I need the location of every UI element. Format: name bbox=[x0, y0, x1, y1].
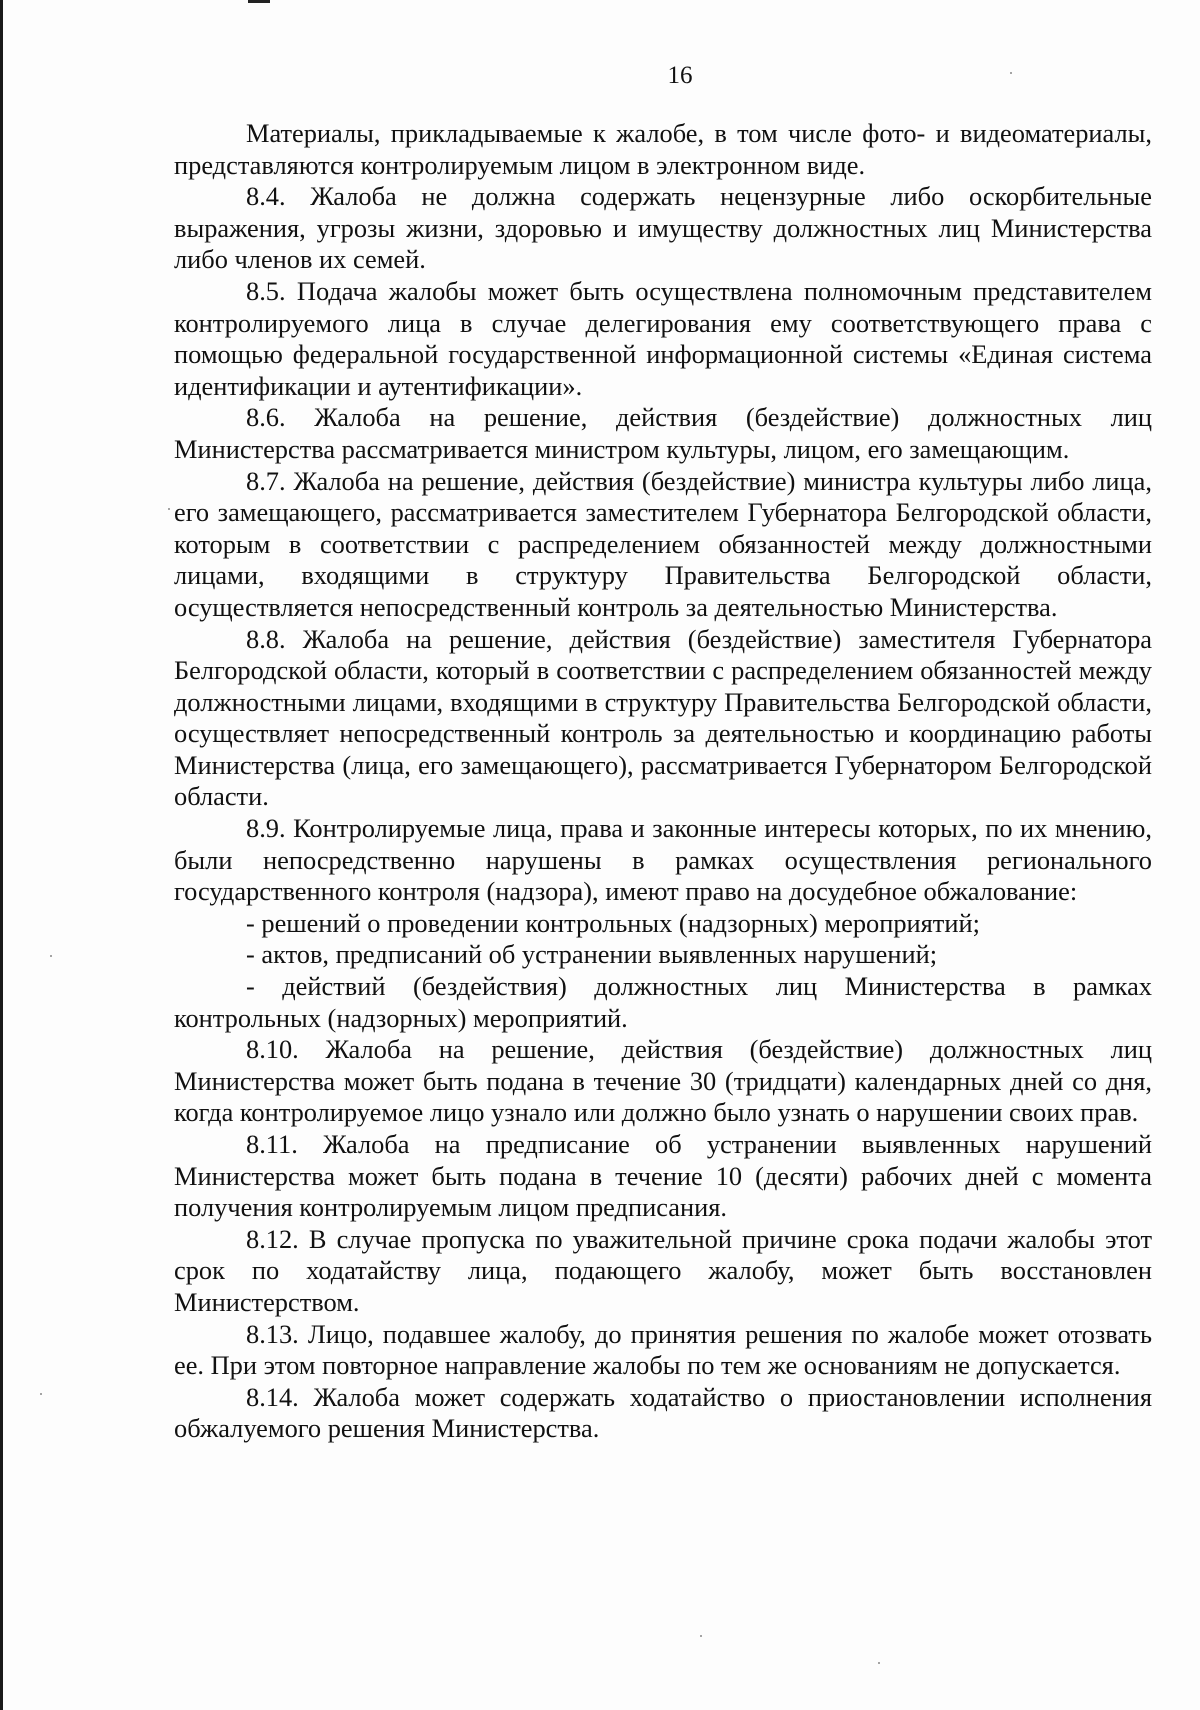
scan-speck bbox=[168, 508, 170, 510]
scan-speck bbox=[50, 955, 52, 957]
scan-speck bbox=[40, 1393, 42, 1395]
list-item-acts: - актов, предписаний об устранении выявленных нарушений; bbox=[246, 939, 938, 970]
scan-speck bbox=[1010, 72, 1012, 74]
paragraph-8-7: 8.7. Жалоба на решение, действия (бездействие) министра культуры либо лица, его замещающего, рассматривается заместителем Губернатора Белгородской области, которым в соответствии с распределением обязанностей между должностными лицами, входящими в структуру Правительства Белгородской области, осуществляется непосредственный контроль за деятельностью Министерства. bbox=[174, 465, 1152, 622]
scan-top-mark bbox=[248, 0, 270, 3]
paragraph-8-12: 8.12. В случае пропуска по уважительной причине срока подачи жалобы этот срок по ходатайству лица, подающего жалобу, может быть восстановлен Министерством. bbox=[174, 1223, 1152, 1317]
paragraph-8-9: 8.9. Контролируемые лица, права и законные интересы которых, по их мнению, были непосредственно нарушены в рамках осуществления регионального государственного контроля (надзора), имеют право на досудебное обжалование: bbox=[174, 813, 1152, 907]
paragraph-materials: Материалы, прикладываемые к жалобе, в том числе фото- и видеоматериалы, представляются контролируемым лицом в электронном виде. bbox=[174, 118, 1152, 180]
paragraph-8-6: 8.6. Жалоба на решение, действия (бездействие) должностных лиц Министерства рассматривается министром культуры, лицом, его замещающим. bbox=[174, 402, 1152, 464]
paragraph-8-8: 8.8. Жалоба на решение, действия (бездействие) заместителя Губернатора Белгородской области, который в соответствии с распределением обязанностей между должностными лицами, входящими в структуру Правительства Белгородской области, осуществляет непосредственный контроль за деятельностью и координацию работы Министерства (лица, его замещающего), рассматривается Губернатором Белгородской области. bbox=[174, 623, 1152, 812]
list-item-actions: - действий (бездействия) должностных лиц Министерства в рамках контрольных (надзорных) мероприятий. bbox=[174, 971, 1152, 1033]
paragraph-8-4: 8.4. Жалоба не должна содержать нецензурные либо оскорбительные выражения, угрозы жизни, здоровью и имуществу должностных лиц Министерства либо членов их семей. bbox=[174, 181, 1152, 275]
paragraph-8-13: 8.13. Лицо, подавшее жалобу, до принятия решения по жалобе может отозвать ее. При этом повторное направление жалобы по тем же основаниям не допускается. bbox=[174, 1318, 1152, 1381]
page-number: 16 bbox=[667, 62, 693, 89]
paragraph-8-14: 8.14. Жалоба может содержать ходатайство о приостановлении исполнения обжалуемого решения Министерства. bbox=[174, 1381, 1152, 1444]
paragraph-8-11: 8.11. Жалоба на предписание об устранении выявленных нарушений Министерства может быть подана в течение 10 (десяти) рабочих дней с момента получения контролируемым лицом предписания. bbox=[174, 1129, 1152, 1223]
paragraph-8-10: 8.10. Жалоба на решение, действия (бездействие) должностных лиц Министерства может быть подана в течение 30 (тридцати) календарных дней со дня, когда контролируемое лицо узнало или должно было узнать о нарушении своих прав. bbox=[174, 1034, 1152, 1128]
list-item-decisions: - решений о проведении контрольных (надзорных) мероприятий; bbox=[246, 907, 980, 938]
document-body bbox=[174, 118, 1152, 1445]
paragraph-8-5: 8.5. Подача жалобы может быть осуществлена полномочным представителем контролируемого лица в случае делегирования ему соответствующего права с помощью федеральной государственной информационной системы «Единая система идентификации и аутентификации». bbox=[174, 275, 1152, 401]
scan-speck bbox=[700, 1635, 702, 1637]
scan-left-edge bbox=[0, 0, 3, 1710]
scan-speck bbox=[878, 1662, 880, 1664]
